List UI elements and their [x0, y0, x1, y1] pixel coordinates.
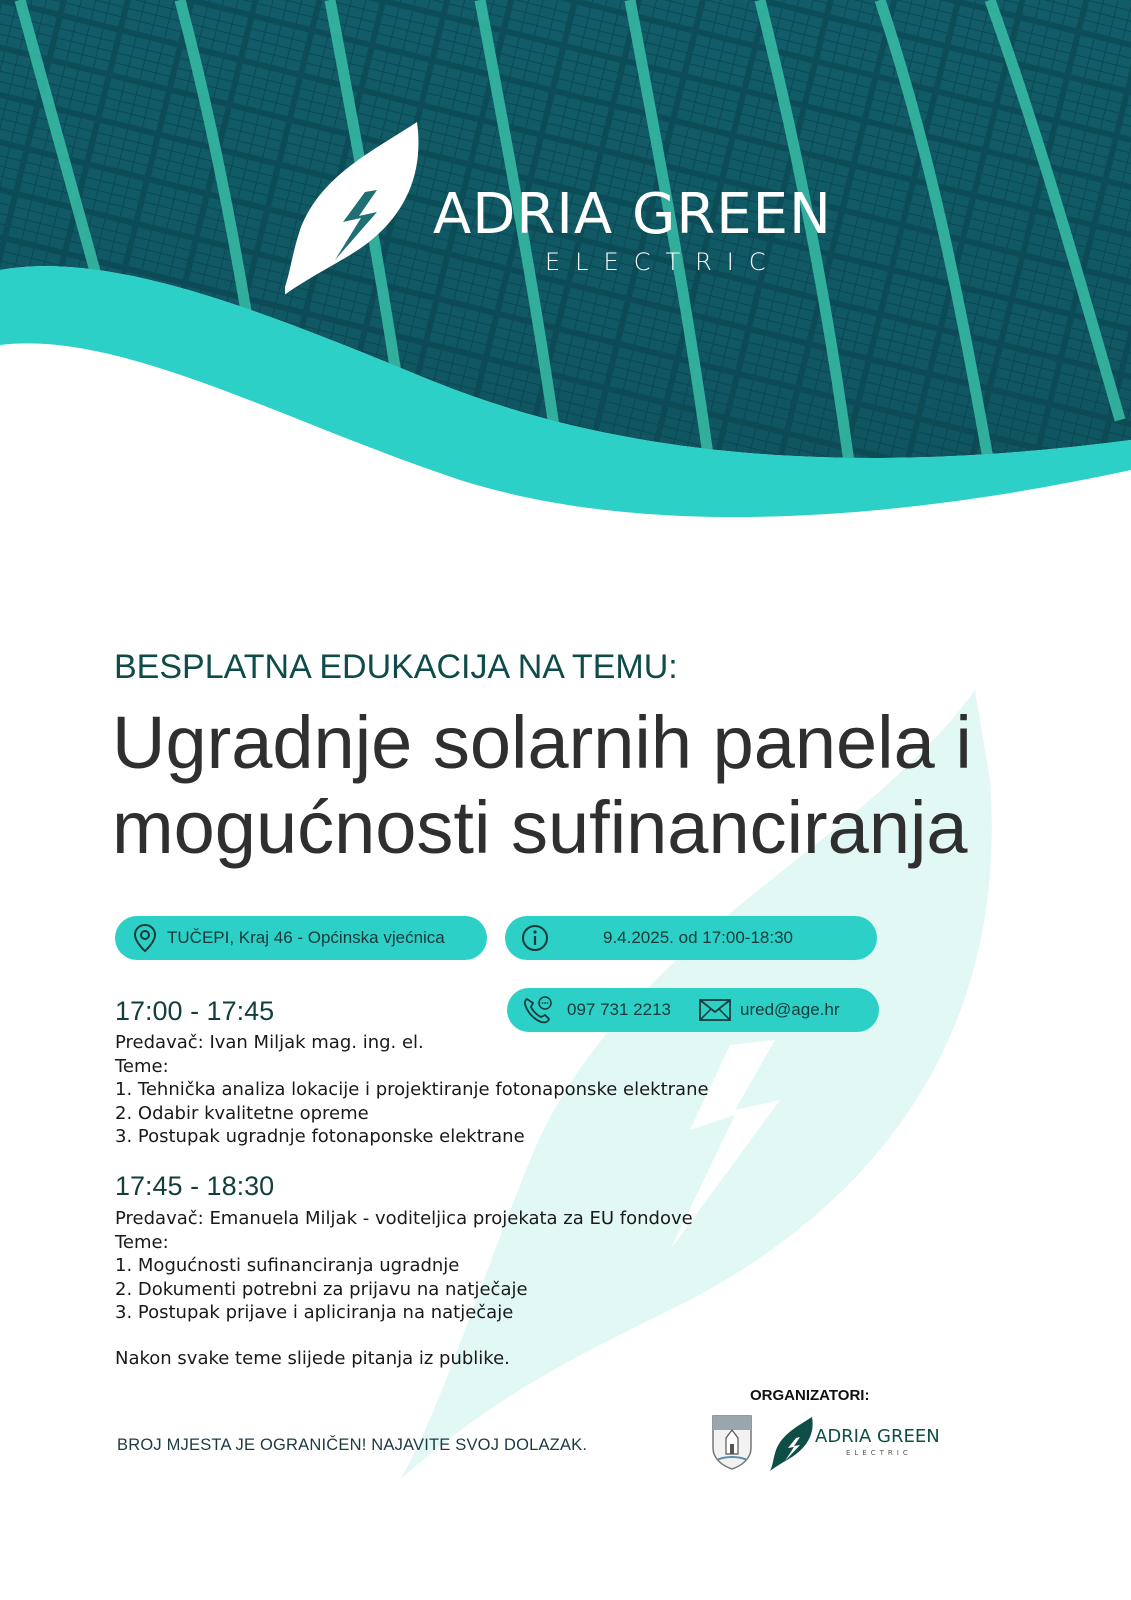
- organizer-leaf-bolt-icon: [770, 1416, 814, 1472]
- session-2-speaker: Predavač: Emanuela Miljak - voditeljica projekata za EU fondove: [115, 1208, 693, 1229]
- contact-pill: [507, 988, 879, 1032]
- brand-subtitle: ELECTRIC: [545, 248, 781, 276]
- session-2-body: [115, 1207, 693, 1325]
- phone-text[interactable]: 097 731 2213: [567, 1000, 671, 1019]
- session-2-topic: 1. Mogućnosti sufinanciranja ugradnje: [115, 1255, 460, 1276]
- date-pill: [505, 916, 877, 960]
- event-kicker: BESPLATNA EDUKACIJA NA TEMU:: [114, 648, 678, 686]
- event-title-line-2: mogućnosti sufinanciranja: [112, 786, 968, 869]
- organizer-brand-subtitle: ELECTRIC: [846, 1449, 912, 1457]
- session-1-topic: 2. Odabir kvalitetne opreme: [115, 1102, 369, 1124]
- session-2-topic: 2. Dokumenti potrebni za prijavu na natječaje: [115, 1278, 528, 1300]
- session-1-topics-label: Teme:: [115, 1055, 169, 1077]
- session-2-topics-label: Teme:: [115, 1231, 169, 1253]
- organizers-label: ORGANIZATORI:: [750, 1387, 870, 1404]
- session-1-topic: 1. Tehnička analiza lokacije i projektiranje fotonaponske elektrane: [115, 1079, 709, 1100]
- event-title: [112, 700, 972, 870]
- brand-logo: [285, 120, 845, 310]
- map-pin-icon: [132, 923, 158, 953]
- session-1-time: 17:00 - 17:45: [115, 996, 275, 1026]
- municipality-crest-icon: [711, 1414, 753, 1470]
- questions-note: Nakon svake teme slijede pitanja iz publike.: [115, 1348, 510, 1369]
- session-1-speaker: Predavač: Ivan Miljak mag. ing. el.: [115, 1032, 424, 1053]
- location-pill: [115, 916, 487, 960]
- session-2-time: 17:45 - 18:30: [115, 1171, 275, 1201]
- session-1-body: [115, 1031, 709, 1149]
- location-text: TUČEPI, Kraj 46 - Općinska vjećnica: [167, 928, 445, 947]
- brand-name: ADRIA GREEN: [433, 182, 832, 247]
- email-text[interactable]: ured@age.hr: [740, 1000, 840, 1019]
- session-1-topic: 3. Postupak ugradnje fotonaponske elektrane: [115, 1126, 525, 1147]
- leaf-bolt-icon: [285, 120, 425, 300]
- limited-seats-notice: BROJ MJESTA JE OGRANIČEN! NAJAVITE SVOJ DOLAZAK.: [117, 1436, 588, 1454]
- date-text: 9.4.2025. od 17:00-18:30: [603, 928, 793, 947]
- session-2-topic: 3. Postupak prijave i apliciranja na natječaje: [115, 1302, 514, 1323]
- envelope-icon: [699, 999, 731, 1021]
- organizer-brand-name: ADRIA GREEN: [815, 1426, 940, 1447]
- phone-icon: [521, 995, 553, 1025]
- info-icon: [521, 924, 549, 952]
- event-title-line-1: Ugradnje solarnih panela i: [112, 701, 972, 784]
